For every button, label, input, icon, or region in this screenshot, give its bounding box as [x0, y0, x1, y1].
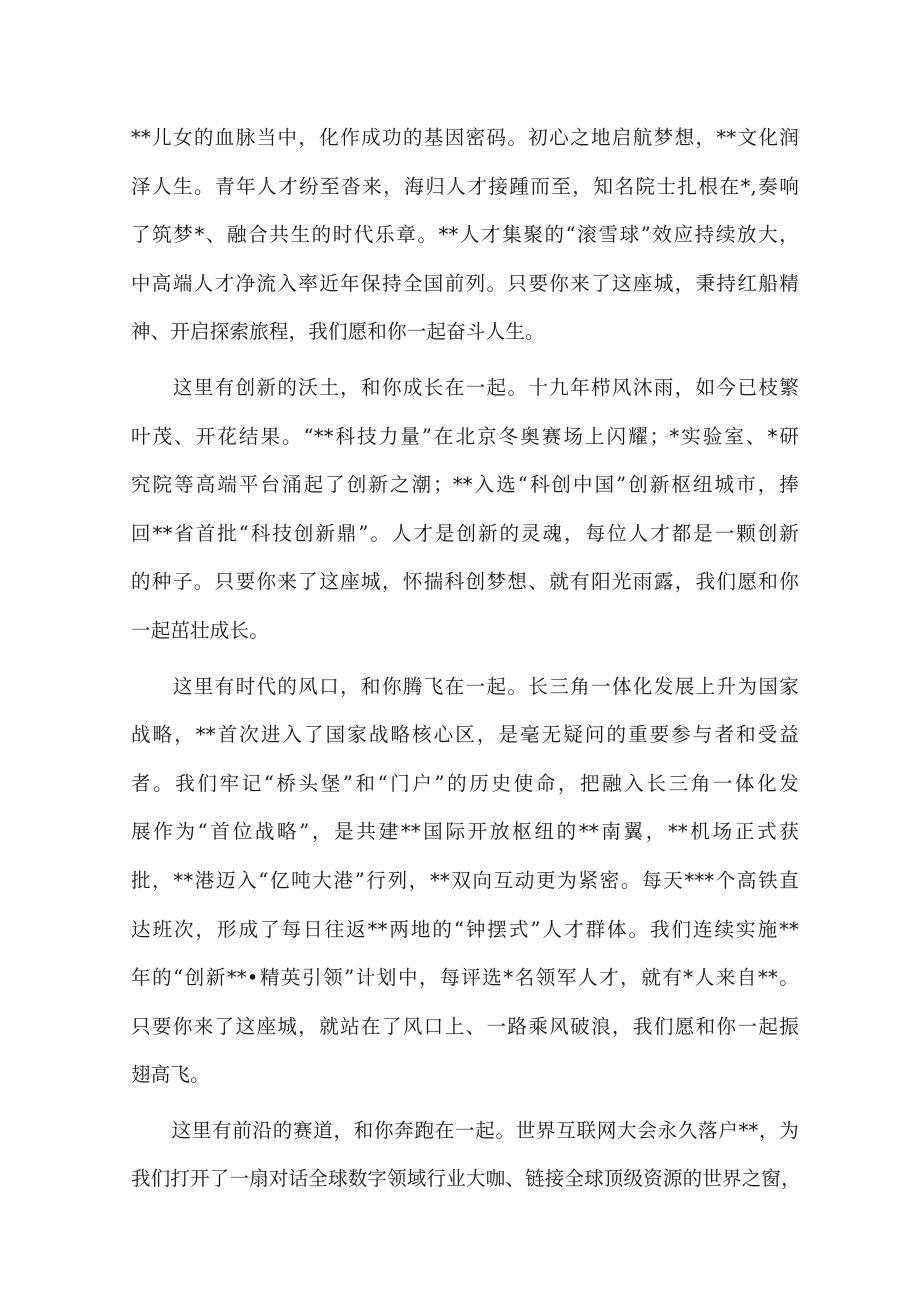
document-body — [131, 114, 799, 1204]
paragraph-2 — [131, 364, 799, 656]
text-line: 的种子。只要你来了这座城，怀揣科创梦想、就有阳光雨露，我们愿和你 — [131, 570, 799, 594]
paragraph-4 — [131, 1107, 799, 1204]
text-line: 这里有创新的沃土，和你成长在一起。十九年栉风沐雨，如今已枝繁 — [131, 375, 799, 399]
text-line: 展作为“首位战略”，是共建**国际开放枢纽的**南翼，**机场正式获 — [131, 820, 799, 844]
text-line: 叶茂、开花结果。“**科技力量”在北京冬奥赛场上闪耀；*实验室、*研 — [131, 424, 799, 448]
text-line: 年的“创新**•精英引领”计划中，每评选*名领军人才，就有*人来自**。 — [131, 966, 799, 990]
text-line: 回**省首批“科技创新鼎”。人才是创新的灵魂，每位人才都是一颗创新 — [131, 521, 799, 545]
text-line: 者。我们牢记“桥头堡”和“门户”的历史使命，把融入长三角一体化发 — [131, 771, 799, 795]
text-line: 究院等高端平台涌起了创新之潮；**入选“科创中国”创新枢纽城市，捧 — [131, 473, 799, 497]
text-line: 一起茁壮成长。 — [131, 618, 269, 642]
text-line: **儿女的血脉当中，化作成功的基因密码。初心之地启航梦想，**文化润 — [131, 126, 799, 149]
text-line: 这里有前沿的赛道，和你奔跑在一起。世界互联网大会永久落户**，为 — [131, 1118, 799, 1142]
text-line: 翅高飞。 — [131, 1063, 210, 1087]
paragraph-1 — [131, 114, 799, 357]
text-line: 批，**港迈入“亿吨大港”行列，**双向互动更为紧密。每天***个高铁直 — [131, 868, 799, 892]
text-line: 战略，**首次进入了国家战略核心区，是毫无疑问的重要参与者和受益 — [131, 723, 799, 747]
text-line: 泽人生。青年人才纷至沓来，海归人才接踵而至，知名院士扎根在*,奏响 — [131, 174, 799, 198]
paragraph-3 — [131, 663, 799, 1100]
text-line: 了筑梦*、融合共生的时代乐章。**人才集聚的“滚雪球”效应持续放大， — [131, 223, 799, 247]
text-line: 达班次，形成了每日往返**两地的“钟摆式”人才群体。我们连续实施** — [131, 917, 799, 941]
text-line: 神、开启探索旅程，我们愿和你一起奋斗人生。 — [131, 320, 545, 344]
text-line: 这里有时代的风口，和你腾飞在一起。长三角一体化发展上升为国家 — [131, 674, 799, 698]
text-line: 只要你来了这座城，就站在了风口上、一路乘风破浪，我们愿和你一起振 — [131, 1014, 799, 1038]
text-line: 我们打开了一扇对话全球数字领域行业大咖、链接全球顶级资源的世界之窗， — [131, 1167, 801, 1191]
text-line: 中高端人才净流入率近年保持全国前列。只要你来了这座城，秉持红船精 — [131, 271, 799, 295]
